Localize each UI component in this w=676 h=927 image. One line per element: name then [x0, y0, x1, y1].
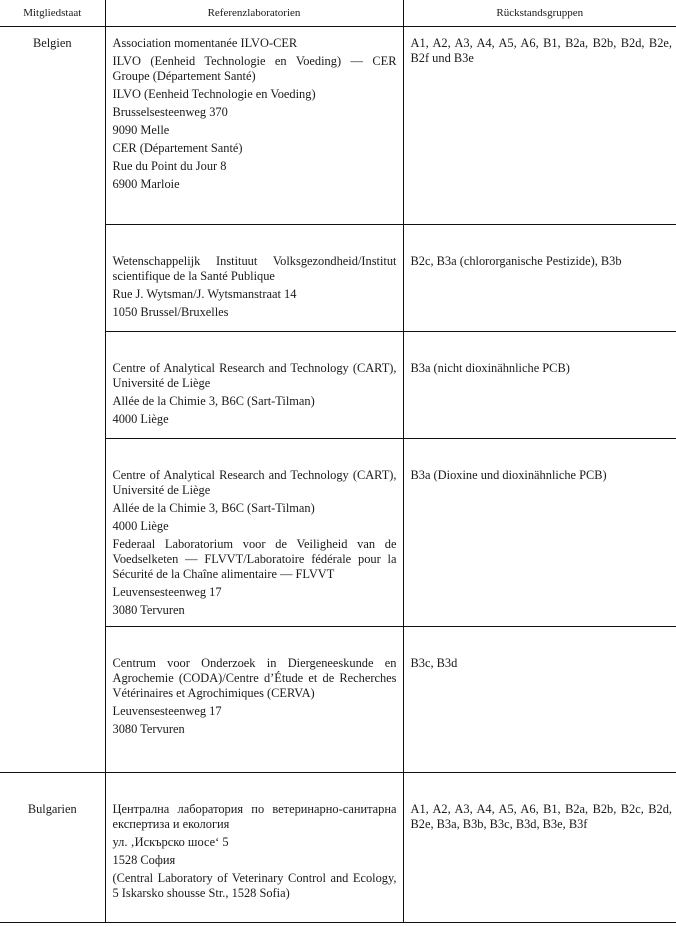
- lab-line: Leuvensesteenweg 17: [112, 704, 222, 718]
- lab-line: Centre of Analytical Research and Technology (CART), Université de Liège: [112, 468, 397, 497]
- lab-line: ILVO (Eenheid Technologie en Voeding): [112, 87, 316, 101]
- lab-line: Centre of Analytical Research and Technology (CART), Université de Liège: [112, 361, 397, 390]
- laboratory-cell: [105, 773, 403, 923]
- lab-line: Wetenschappelijk Instituut Volksgezondheid/Institut scientifique de la Santé Publique: [112, 254, 397, 283]
- country-cell-belgien: Belgien: [0, 27, 105, 773]
- lab-line: Rue J. Wytsman/J. Wytsmanstraat 14: [112, 287, 297, 301]
- lab-line: 9090 Melle: [112, 123, 170, 137]
- lab-line: Association momentanée ILVO-CER: [112, 36, 298, 50]
- lab-line: CER (Département Santé): [112, 141, 243, 155]
- lab-line: Allée de la Chimie 3, B6C (Sart-Tilman): [112, 394, 315, 408]
- residue-groups-cell: B3c, B3d: [410, 656, 458, 670]
- table-row: [0, 27, 676, 225]
- lab-line: Rue du Point du Jour 8: [112, 159, 227, 173]
- residue-groups-cell: B3a (Dioxine und dioxinähnliche PCB): [403, 439, 676, 627]
- residue-groups-cell: A1, A2, A3, A4, A5, A6, B1, B2a, B2b, B2d, B2e, B2f und B3e: [403, 27, 676, 225]
- lab-line: 4000 Liège: [112, 412, 169, 426]
- lab-line: ул. ‚Искърско шосе‘ 5: [112, 835, 229, 849]
- laboratory-cell: [105, 225, 403, 332]
- laboratory-cell: [105, 332, 403, 439]
- laboratory-cell: [105, 27, 403, 225]
- header-member-state: Mitgliedstaat: [0, 0, 105, 27]
- residue-groups-cell: B3a (nicht dioxinähnliche PCB): [403, 332, 676, 439]
- lab-line: 3080 Tervuren: [112, 603, 185, 617]
- laboratory-cell: [105, 627, 403, 773]
- laboratory-cell: [105, 439, 403, 627]
- lab-line: Централна лаборатория по ветеринарно-санитарна експертиза и екология: [112, 802, 397, 831]
- lab-line: 1050 Brussel/Bruxelles: [112, 305, 229, 319]
- residue-groups-cell: A1, A2, A3, A4, A5, A6, B1, B2a, B2b, B2c, B2d, B2e, B3a, B3b, B3c, B3d, B3e, B3f: [403, 773, 676, 923]
- lab-line: ILVO (Eenheid Technologie en Voeding) — CER Groupe (Département Santé): [112, 54, 397, 83]
- header-laboratories: Referenzlaboratorien: [105, 0, 403, 27]
- lab-line: Federaal Laboratorium voor de Veiligheid van de Voedselketen — FLVVT/Laboratoire fédérale pour la Sécurité de la Chaîne alimentaire — FLVVT: [112, 537, 397, 581]
- lab-line: Brusselsesteenweg 370: [112, 105, 228, 119]
- lab-line: Centrum voor Onderzoek in Diergeneeskunde en Agrochemie (CODA)/Centre d’Étude et de Recherches Vétérinaires et Agrochimiques (CERVA): [112, 656, 397, 700]
- lab-line: (Central Laboratory of Veterinary Control and Ecology, 5 Iskarsko shousse Str., 1528 Sofia): [112, 871, 397, 900]
- country-cell-bulgarien: Bulgarien: [0, 773, 105, 923]
- lab-line: Leuvensesteenweg 17: [112, 585, 222, 599]
- lab-line: Allée de la Chimie 3, B6C (Sart-Tilman): [112, 501, 315, 515]
- table-row: [0, 773, 676, 923]
- lab-line: 6900 Marloie: [112, 177, 180, 191]
- residue-groups-cell: B2c, B3a (chlororganische Pestizide), B3b: [403, 225, 676, 332]
- lab-line: 1528 София: [112, 853, 176, 867]
- lab-line: 3080 Tervuren: [112, 722, 185, 736]
- lab-line: 4000 Liège: [112, 519, 169, 533]
- header-residue-groups: Rückstandsgruppen: [403, 0, 676, 27]
- table-header-row: [0, 0, 676, 27]
